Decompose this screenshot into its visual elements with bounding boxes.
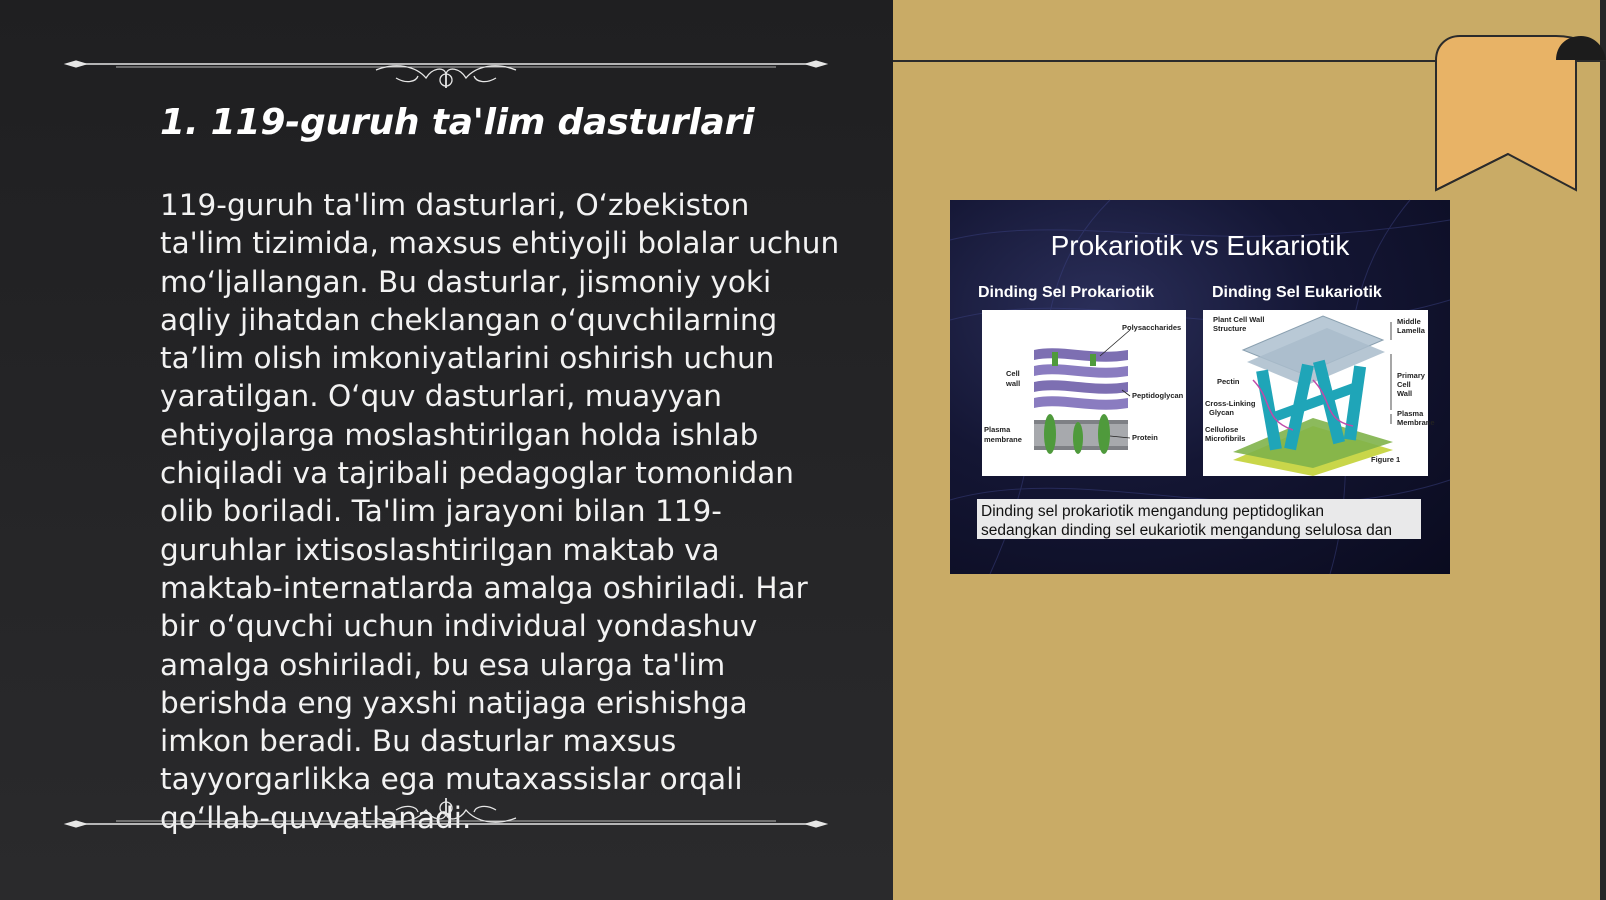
label-peptidoglycan: Peptidoglycan [1132,391,1184,400]
label-cell: Cell [1397,380,1411,389]
label-cellulose: Cellulose [1205,425,1239,434]
label-plasma: Plasma [984,425,1011,434]
prokaryotic-wall-diagram [982,310,1186,476]
eukaryotic-heading: Dinding Sel Eukariotik [1212,284,1382,301]
label-middle: Middle [1397,317,1421,326]
figure-caption [977,499,1421,539]
label-lamella: Lamella [1397,326,1425,335]
label-glycan: Glycan [1209,408,1235,417]
bottom-ornament [66,788,826,828]
label-pectin: Pectin [1217,377,1240,386]
label-primary: Primary [1397,371,1425,380]
figure-title: Prokariotik vs Eukariotik [1050,230,1350,261]
label-wall: wall [1006,379,1021,388]
label-plasma: Plasma [1397,409,1424,418]
label-cell: Cell [1006,369,1020,378]
label-plant-cell-wall: Plant Cell Wall [1213,315,1265,324]
slide-body-text: 119-guruh ta'lim dasturlari, O‘zbekiston ta'lim tizimida, maxsus ehtiyojli bolalar uchun mo‘ljallangan. Bu dasturlar, jismoniy yoki aqliy jihatdan cheklangan o‘quvchilarning ta’lim olish imkoniyatlarini oshirish uchun yaratilgan. O‘quv dasturlari, muayyan ehtiyojlarga moslashtirilgan holda ishlab chiqiladi va tajribali pedagoglar tomonidan olib boriladi. Ta'lim jarayoni bilan 119-guruhlar ixtisoslashtirilgan maktab va maktab-internatlarda amalga oshiriladi. Har bir o‘quvchi uchun individual yondashuv amalga oshiriladi, bu esa ularga ta'lim berishda eng yaxshi natijaga erishishga imkon beradi. Bu dasturlar maxsus tayyorgarlikka ega mutaxassislar orqali qo‘llab-quvvatlanadi. [160,188,840,835]
prokaryotic-heading: Dinding Sel Prokariotik [978,284,1155,301]
cellulose-structure [1233,316,1393,476]
caption-line-2: sedangkan dinding sel eukariotik mengandung selulosa dan [981,522,1393,539]
label-figure-number: Figure 1 [1371,455,1401,464]
label-membrane: Membrane [1397,418,1435,427]
top-ornament [66,48,826,88]
cell-wall-figure [950,200,1450,574]
label-microfibrils: Microfibrils [1205,434,1246,443]
label-cross-linking: Cross-Linking [1205,399,1256,408]
eukaryotic-wall-diagram [1203,310,1435,476]
label-wall: Wall [1397,389,1413,398]
slide-title: 1. 119-guruh ta'lim dasturlari [160,102,755,143]
label-membrane: membrane [984,435,1022,444]
label-structure: Structure [1213,324,1247,333]
label-polysaccharides: Polysaccharides [1122,323,1182,332]
label-protein: Protein [1132,433,1158,442]
bookmark-ribbon-icon [1436,36,1606,198]
caption-line-1: Dinding sel prokariotik mengandung peptidoglikan [981,503,1324,520]
